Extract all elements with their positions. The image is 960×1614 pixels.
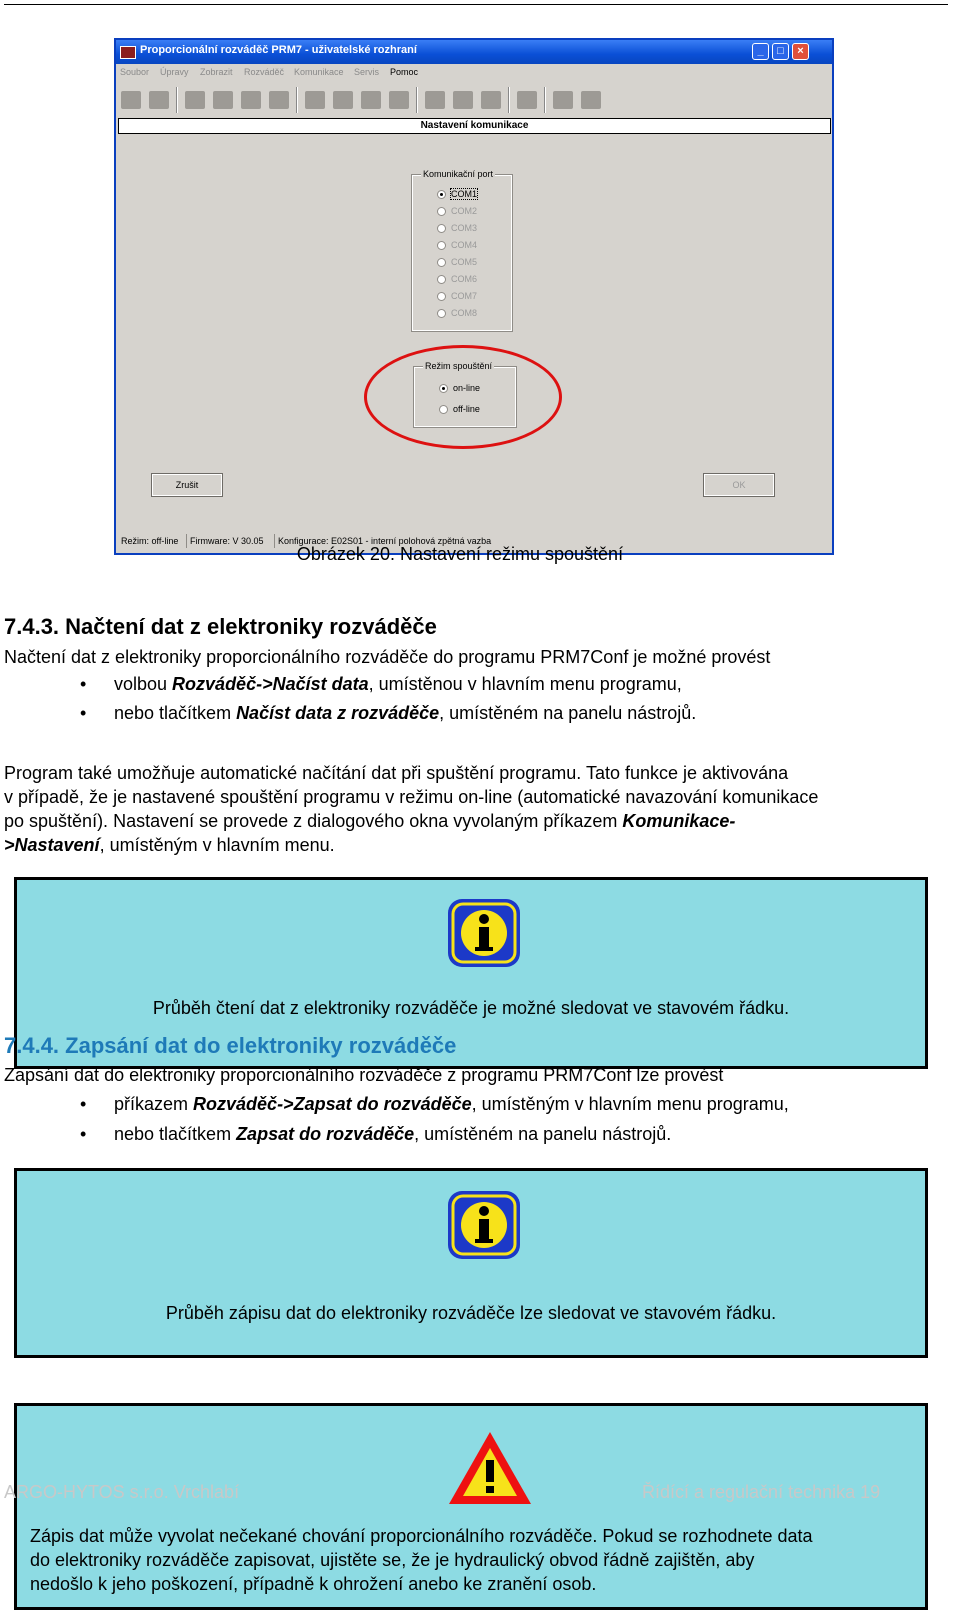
menu-servis[interactable]: Servis	[354, 67, 380, 77]
radio-dot	[437, 190, 446, 199]
highlight-ellipse	[364, 345, 562, 449]
warning-text-block	[0, 1524, 960, 1604]
menu-upravy[interactable]: Úpravy	[160, 67, 189, 77]
toolbar-separator	[544, 87, 546, 113]
toolbar-separator	[176, 87, 178, 113]
paragraph-line: Program také umožňuje automatické načítání dat při spuštění programu. Tato funkce je aktivována	[4, 763, 789, 783]
menu-soubor[interactable]: Soubor	[120, 67, 150, 77]
warning-line: do elektroniky rozváděče zapisovat, ujistěte se, že je hydraulický obvod řádně zajištěn, aby	[30, 1550, 755, 1570]
menu-komunikace[interactable]: Komunikace	[294, 67, 344, 77]
radio-dot	[437, 224, 446, 233]
list-item: • nebo tlačítkem Načíst data z rozváděče, umístěném na panelu nástrojů.	[114, 703, 696, 724]
section-heading: 7.4.4. Zapsání dat do elektroniky rozváděče	[4, 1033, 457, 1058]
cancel-button[interactable]: Zrušit	[152, 474, 222, 496]
maximize-button[interactable]: □	[772, 43, 789, 60]
toolbar-separator	[416, 87, 418, 113]
mode-group: Režim spouštění on-line off-line	[414, 367, 516, 427]
info-icon	[446, 897, 522, 969]
mode-group-legend: Režim spouštění	[425, 361, 493, 371]
refresh-icon[interactable]	[550, 88, 576, 112]
radio-dot	[437, 241, 446, 250]
ok-button[interactable]: OK	[704, 474, 774, 496]
toolbar-separator	[296, 87, 298, 113]
status-config: Konfigurace: E02S01 - interní polohová zpětná vazba	[274, 534, 491, 548]
app-window	[114, 38, 834, 555]
window-title: Proporcionální rozváděč PRM7 - uživatelské rozhraní	[140, 44, 417, 56]
menu-rozvadec[interactable]: Rozváděč	[244, 67, 285, 77]
figure-caption: Obrázek 20. Nastavení režimu spouštění	[296, 544, 624, 564]
info-icon	[446, 1189, 522, 1261]
connect-icon[interactable]	[422, 88, 448, 112]
port-group: Komunikační port COM1 COM2 COM3 COM4 COM5 COM6 COM7 COM8	[412, 175, 512, 331]
menu-bar	[116, 64, 832, 82]
list-icon[interactable]	[478, 88, 504, 112]
settings-panel	[118, 135, 829, 528]
chart-icon[interactable]	[514, 88, 540, 112]
status-mode: Režim: off-line	[121, 536, 179, 546]
toolbar	[116, 82, 832, 116]
radio-dot	[437, 292, 446, 301]
paste-icon[interactable]	[238, 88, 264, 112]
radio-dot	[437, 309, 446, 318]
section-heading: 7.4.3. Načtení dat z elektroniky rozváděče	[4, 614, 437, 639]
close-button[interactable]: ×	[792, 43, 809, 60]
print-icon[interactable]	[182, 88, 208, 112]
read-data-icon[interactable]	[302, 88, 328, 112]
radio-dot	[437, 207, 446, 216]
minimize-button[interactable]: _	[752, 43, 769, 60]
port-group-legend: Komunikační port	[423, 169, 494, 179]
compare-icon[interactable]	[358, 88, 384, 112]
save-icon[interactable]	[146, 88, 172, 112]
table-icon[interactable]	[450, 88, 476, 112]
open-icon[interactable]	[118, 88, 144, 112]
section-intro: Zapsání dat do elektroniky proporcionálního rozváděče z programu PRM7Conf lze provést	[4, 1065, 724, 1085]
paragraph-line: v případě, že je nastavené spouštění programu v režimu on-line (automatické navazování komunikace	[4, 787, 819, 807]
warning-line: nedošlo k jeho poškození, případně k ohrožení anebo ke zranění osob.	[30, 1574, 597, 1594]
warning-icon	[445, 1428, 535, 1508]
note-text: Průběh zápisu dat do elektroniky rozváděče lze sledovat ve stavovém řádku.	[165, 1303, 777, 1323]
radio-dot	[437, 258, 446, 267]
cut-icon[interactable]	[266, 88, 292, 112]
paragraph-line: po spuštění). Nastavení se provede z dialogového okna vyvolaným příkazem Komunikace-	[4, 811, 736, 831]
panel-title: Nastavení komunikace	[118, 118, 831, 134]
list-item: • nebo tlačítkem Zapsat do rozváděče, umístěném na panelu nástrojů.	[114, 1124, 671, 1145]
list-item: • volbou Rozváděč->Načíst data, umístěnou v hlavním menu programu,	[114, 674, 682, 695]
footer-title: Řídící a regulační technika 19	[642, 1482, 881, 1502]
section-intro: Načtení dat z elektroniky proporcionálního rozváděče do programu PRM7Conf je možné provést	[4, 647, 771, 667]
info-note	[14, 1168, 928, 1358]
title-bar	[116, 40, 832, 64]
menu-pomoc[interactable]: Pomoc	[390, 67, 419, 77]
list-item: • příkazem Rozváděč->Zapsat do rozváděče, umístěným v hlavním menu programu,	[114, 1094, 789, 1115]
help-icon[interactable]	[578, 88, 604, 112]
paragraph-line: >Nastavení, umístěným v hlavním menu.	[4, 835, 335, 855]
note-text: Průběh čtení dat z elektroniky rozváděče je možné sledovat ve stavovém řádku.	[152, 998, 790, 1018]
top-rule	[4, 4, 948, 5]
footer-company: ARGO-HYTOS s.r.o. Vrchlabí	[4, 1482, 240, 1502]
register-icon[interactable]	[386, 88, 412, 112]
app-icon	[120, 46, 136, 59]
toolbar-separator	[508, 87, 510, 113]
write-data-icon[interactable]	[330, 88, 356, 112]
status-firmware: Firmware: V 30.05	[186, 534, 264, 548]
copy-icon[interactable]	[210, 88, 236, 112]
radio-dot	[437, 275, 446, 284]
menu-zobrazit[interactable]: Zobrazit	[200, 67, 233, 77]
warning-line: Zápis dat může vyvolat nečekané chování proporcionálního rozváděče. Pokud se rozhodnete data	[30, 1526, 813, 1546]
